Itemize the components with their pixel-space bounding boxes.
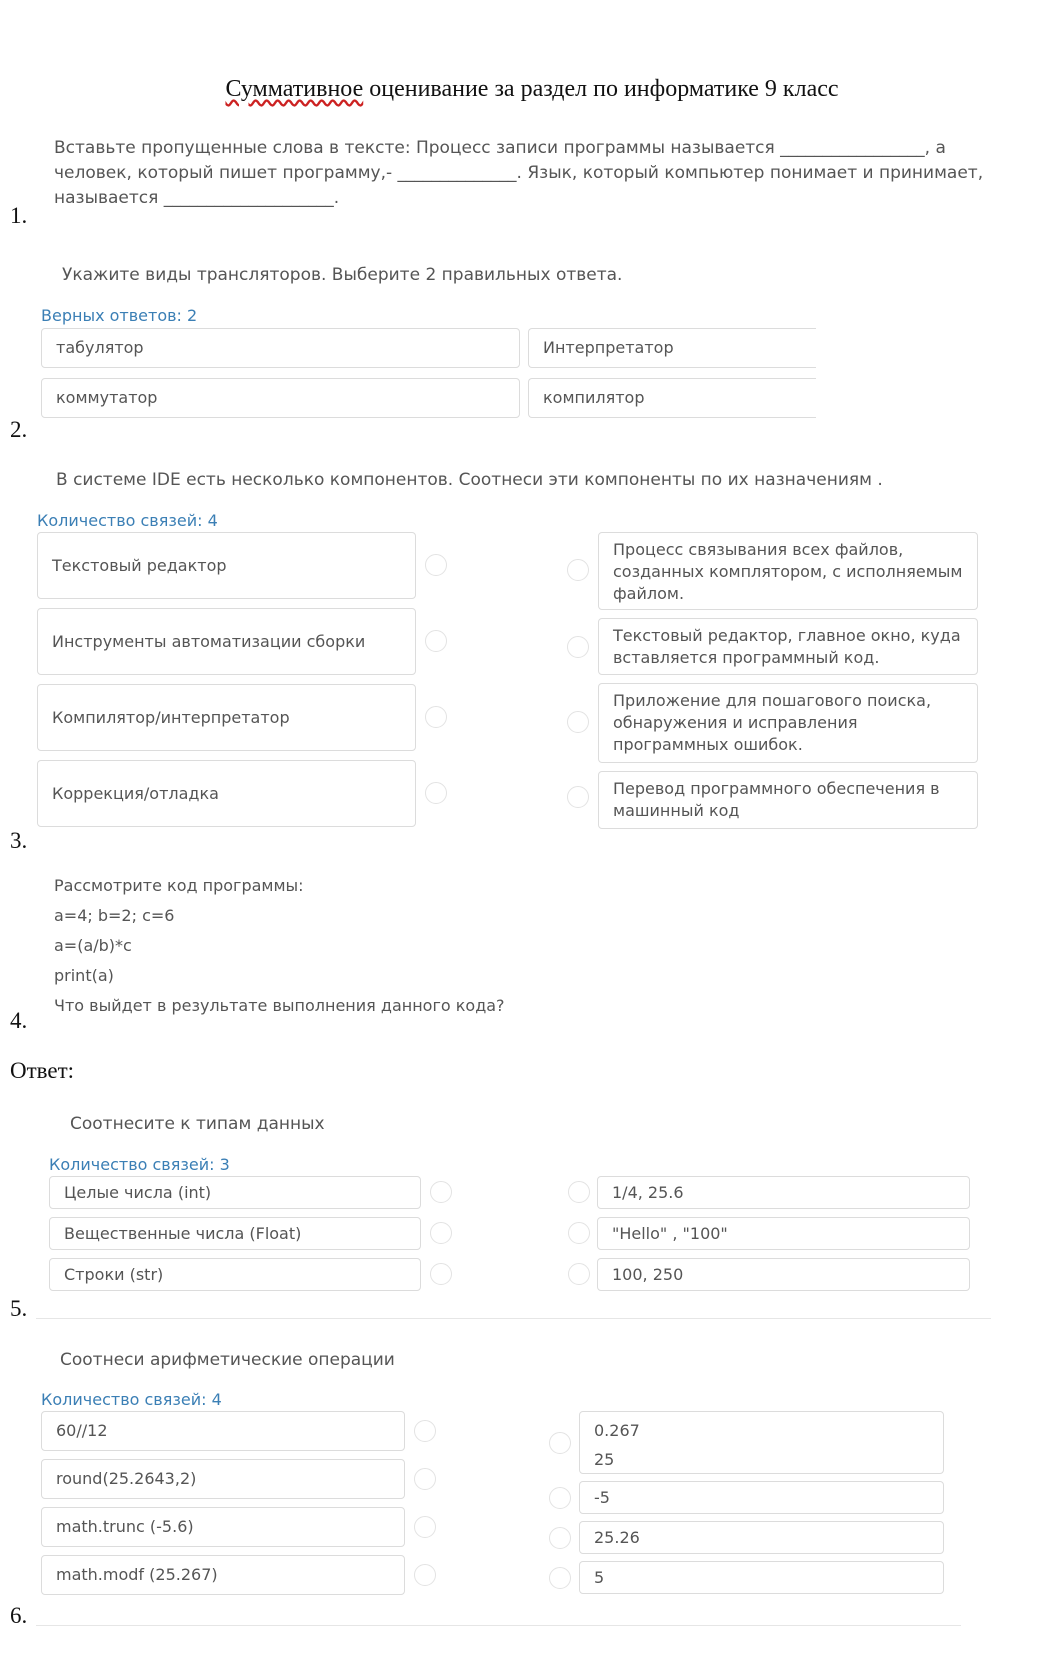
q2-text: Укажите виды трансляторов. Выберите 2 правильных ответа.: [62, 265, 623, 285]
q3-right-connector[interactable]: [567, 786, 589, 808]
q6-right-item[interactable]: -5: [579, 1481, 944, 1514]
q3-left-item[interactable]: Текстовый редактор: [37, 532, 416, 599]
q3-right-connector[interactable]: [567, 711, 589, 733]
q3-right-connector[interactable]: [567, 636, 589, 658]
q5-right-item[interactable]: 100, 250: [597, 1258, 970, 1291]
q3-left-connector[interactable]: [425, 630, 447, 652]
q4-line: a=(a/b)*c: [54, 936, 132, 955]
q6-hint: Количество связей: 4: [41, 1390, 222, 1409]
title-first-word: Суммативное: [225, 76, 364, 102]
q4-line: Что выйдет в результате выполнения данного кода?: [54, 996, 505, 1015]
q5-text: Соотнесите к типам данных: [70, 1114, 325, 1134]
q6-text: Соотнеси арифметические операции: [60, 1350, 395, 1370]
q3-text: В системе IDE есть несколько компонентов. Соотнеси эти компоненты по их назначениям .: [56, 470, 883, 490]
q6-right-connector[interactable]: [549, 1487, 571, 1509]
q1-text: [54, 136, 1054, 211]
q5-left-item[interactable]: Целые числа (int): [49, 1176, 421, 1209]
q6-right-item[interactable]: 25.26: [579, 1521, 944, 1554]
q6-right-value: 0.267: [594, 1421, 640, 1440]
q3-number: 3.: [10, 828, 28, 853]
q4-number: 4.: [10, 1008, 28, 1033]
q6-right-item-stacked[interactable]: [579, 1411, 944, 1474]
q6-right-connector[interactable]: [549, 1567, 571, 1589]
q2-option-commutator[interactable]: коммутатор: [41, 378, 520, 418]
q3-right-item[interactable]: Перевод программного обеспечения в машинный код: [598, 771, 978, 829]
q6-right-item[interactable]: 5: [579, 1561, 944, 1594]
q6-left-connector[interactable]: [414, 1420, 436, 1442]
q1-number: 1.: [10, 203, 28, 228]
q3-right-item[interactable]: Процесс связывания всех файлов, созданных комплятором, с исполняемым файлом.: [598, 532, 978, 610]
q4-line: Рассмотрите код программы:: [54, 876, 304, 895]
q2-number: 2.: [10, 417, 28, 442]
q5-right-item[interactable]: 1/4, 25.6: [597, 1176, 970, 1209]
q6-right-connector[interactable]: [549, 1432, 571, 1454]
q6-right-connector[interactable]: [549, 1527, 571, 1549]
q5-right-connector[interactable]: [568, 1181, 590, 1203]
q3-hint: Количество связей: 4: [37, 511, 218, 530]
q5-right-item[interactable]: "Hello" , "100": [597, 1217, 970, 1250]
q2-hint: Верных ответов: 2: [41, 306, 198, 325]
q3-left-item[interactable]: Коррекция/отладка: [37, 760, 416, 827]
q3-left-item[interactable]: Компилятор/интерпретатор: [37, 684, 416, 751]
q5-left-item[interactable]: Вещественные числа (Float): [49, 1217, 421, 1250]
q4-line: print(a): [54, 966, 114, 985]
q6-left-connector[interactable]: [414, 1516, 436, 1538]
q5-number: 5.: [10, 1296, 28, 1321]
divider: [36, 1318, 991, 1319]
q6-left-item[interactable]: 60//12: [41, 1411, 405, 1451]
q6-left-item[interactable]: math.trunc (-5.6): [41, 1507, 405, 1547]
q5-right-connector[interactable]: [568, 1222, 590, 1244]
q5-right-connector[interactable]: [568, 1263, 590, 1285]
page-title: [0, 76, 1064, 103]
q5-left-item[interactable]: Строки (str): [49, 1258, 421, 1291]
q1-line: человек, который пишет программу,- ______________. Язык, который компьютер понимает и принимает,: [54, 163, 984, 183]
q6-left-item[interactable]: math.modf (25.267): [41, 1555, 405, 1595]
q6-left-item[interactable]: round(25.2643,2): [41, 1459, 405, 1499]
q1-line: Вставьте пропущенные слова в тексте: Процесс записи программы называется _________________, а: [54, 138, 946, 158]
q6-number: 6.: [10, 1603, 28, 1628]
q6-left-connector[interactable]: [414, 1564, 436, 1586]
q5-left-connector[interactable]: [430, 1263, 452, 1285]
q2-option-compiler[interactable]: компилятор: [528, 378, 816, 418]
q6-right-value: 25: [594, 1450, 615, 1469]
q3-right-item[interactable]: Приложение для пошагового поиска, обнаружения и исправления программных ошибок.: [598, 683, 978, 763]
q6-left-connector[interactable]: [414, 1468, 436, 1490]
q3-left-connector[interactable]: [425, 554, 447, 576]
q2-option-tabulator[interactable]: табулятор: [41, 328, 520, 368]
q5-hint: Количество связей: 3: [49, 1155, 230, 1174]
q3-left-item[interactable]: Инструменты автоматизации сборки: [37, 608, 416, 675]
q1-line: называется ____________________.: [54, 188, 340, 208]
q4-line: a=4; b=2; c=6: [54, 906, 175, 925]
q5-left-connector[interactable]: [430, 1181, 452, 1203]
q3-left-connector[interactable]: [425, 782, 447, 804]
q3-right-connector[interactable]: [567, 559, 589, 581]
q3-right-item[interactable]: Текстовый редактор, главное окно, куда вставляется программный код.: [598, 618, 978, 675]
q4-answer-label: Ответ:: [10, 1058, 75, 1083]
title-rest: оценивание за раздел по информатике 9 класс: [363, 76, 839, 102]
q5-left-connector[interactable]: [430, 1222, 452, 1244]
q2-option-interpreter[interactable]: Интерпретатор: [528, 328, 816, 368]
q3-left-connector[interactable]: [425, 706, 447, 728]
divider: [36, 1625, 961, 1626]
